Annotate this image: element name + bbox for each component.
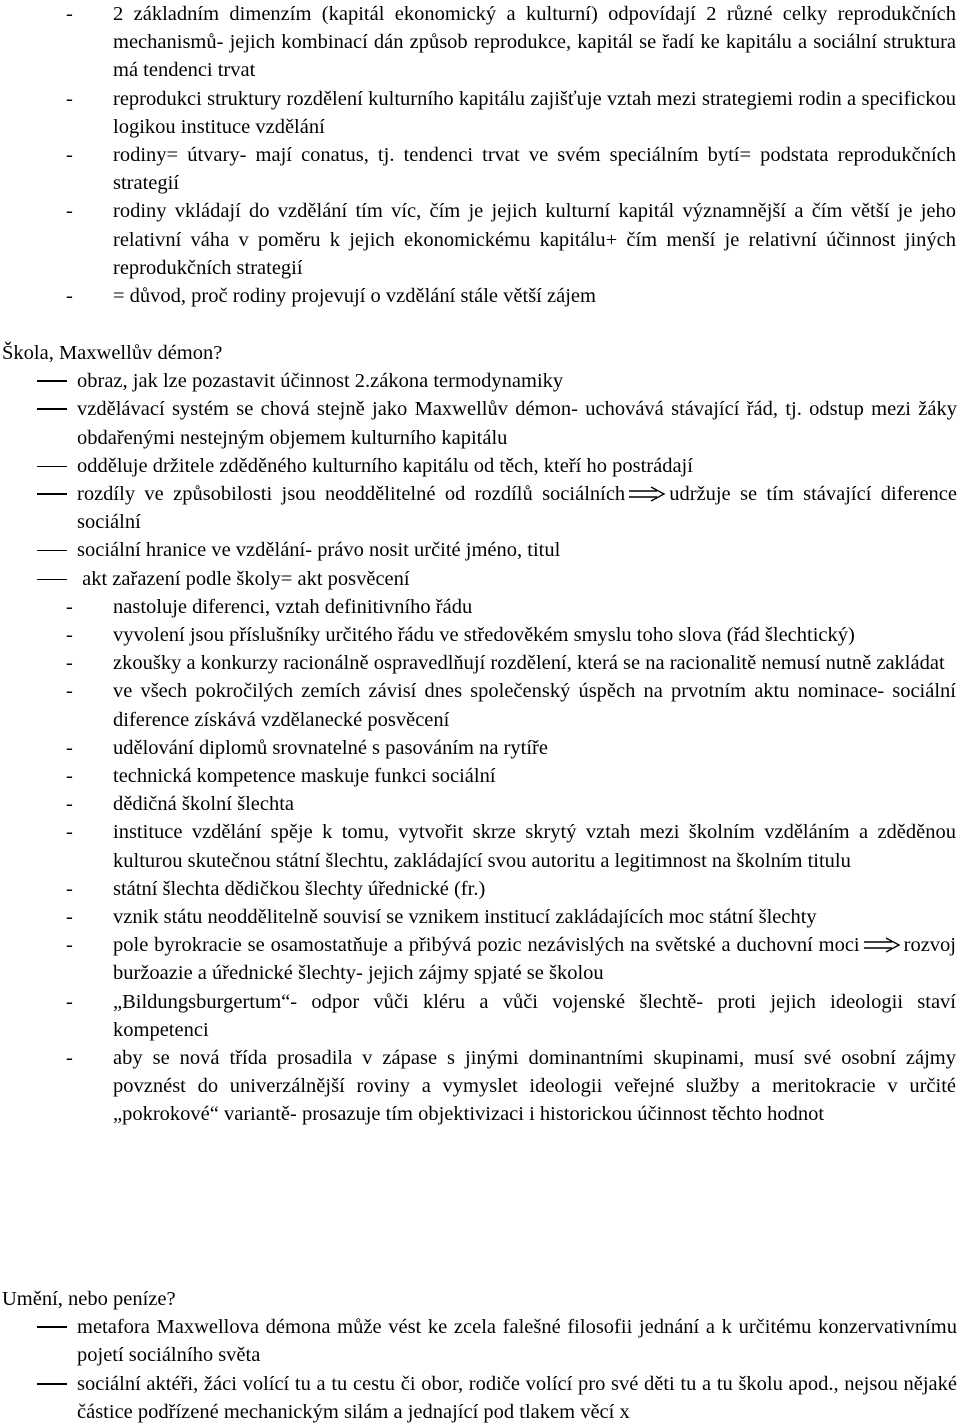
list-item: - = důvod, proč rodiny projevují o vzdělání stále větší zájem — [0, 282, 960, 310]
list-item: - 2 základním dimenzím (kapitál ekonomický a kulturní) odpovídají 2 různé celky reprodukčních mechanismů- jejich kombinací dán způsob reprodukce, kapitál se řadí ke kapitálu a sociální struktura má tendenci trvat — [0, 0, 960, 85]
list-item: rozdíly ve způsobilosti jsou neoddělitelné od rozdílů sociálních udržuje se tím stávající diference sociální — [0, 480, 960, 536]
list-item: - rodiny vkládají do vzdělání tím víc, čím je jejich kulturní kapitál významnější a čím větší je jeho relativní váha v poměru k jejich ekonomickému kapitálu+ čím menší je relativní účinnost jiných reprodukčních strategií — [0, 197, 960, 282]
dash-bullet: - — [66, 765, 73, 788]
list-item: sociální aktéři, žáci volící tu a tu cestu či obor, rodiče volící pro své děti tu a tu školu apod., nejsou nějaké částice podřízené mechanickým silám a jednající pod tlakem věcí x — [0, 1370, 960, 1426]
dash-bullet: - — [66, 3, 73, 25]
dash-bullet: - — [66, 821, 73, 844]
dash-bullet: - — [66, 877, 73, 900]
list-item: - instituce vzdělání spěje k tomu, vytvořit skrze skrytý vztah mezi školním vzděláním a zděděnou kulturou skutečnou státní šlechtu, zakládající svou autoritu a legitimnost na školním titulu — [0, 818, 960, 874]
line-bullet — [37, 493, 67, 495]
list-item: sociální hranice ve vzdělání- právo nosit určité jméno, titul — [0, 536, 960, 564]
section-reproduction — [0, 0, 960, 310]
line-bullet — [37, 380, 67, 382]
section-art-or-money — [0, 1285, 960, 1426]
dash-bullet: - — [66, 1047, 73, 1070]
list-item: vzdělávací systém se chová stejně jako Maxwellův démon- uchovává stávající řád, tj. odstup mezi žáky obdařenými nestejným objemem kulturního kapitálu — [0, 395, 960, 451]
dash-bullet: - — [66, 906, 73, 929]
section-heading: Umění, nebo peníze? — [2, 1288, 176, 1310]
list-item: - nastoluje diferenci, vztah definitivního řádu — [0, 593, 960, 621]
line-bullet — [37, 1383, 67, 1385]
list-item: metafora Maxwellova démona může vést ke zcela falešné filosofii jednání a k určitému konzervativnímu pojetí sociálního světa — [0, 1313, 960, 1369]
list-item: - dědičná školní šlechta — [0, 790, 960, 818]
line-bullet — [37, 579, 67, 580]
list-item: - udělování diplomů srovnatelné s pasováním na rytíře — [0, 734, 960, 762]
list-item: - zkoušky a konkurzy racionálně ospravedlňují rozdělení, která se na racionalitě nemusí nutně zakládat — [0, 649, 960, 677]
dash-bullet: - — [66, 595, 73, 618]
dash-bullet: - — [66, 736, 73, 759]
list-item: - vyvolení jsou příslušníky určitého řádu ve středověkém smyslu toho slova (řád šlechtický) — [0, 621, 960, 649]
list-item: obraz, jak lze pozastavit účinnost 2.zákona termodynamiky — [0, 367, 960, 395]
dash-bullet: - — [66, 990, 73, 1013]
list-item: - vznik státu neoddělitelně souvisí se vznikem institucí zakládajících moc státní šlechty — [0, 903, 960, 931]
section-heading: Škola, Maxwellův démon? — [2, 342, 223, 364]
dash-bullet: - — [66, 793, 73, 816]
list-item: - reprodukci struktury rozdělení kulturního kapitálu zajišťuje vztah mezi strategiemi rodin a specifickou logikou instituce vzdělání — [0, 85, 960, 141]
list-item: - technická kompetence maskuje funkci sociální — [0, 762, 960, 790]
dash-bullet: - — [66, 285, 73, 308]
list-item: - státní šlechta dědičkou šlechty úřednické (fr.) — [0, 875, 960, 903]
double-arrow-icon — [627, 486, 667, 502]
list-item: - pole byrokracie se osamostatňuje a přibývá pozic nezávislých na světské a duchovní moci rozvoj buržoazie a úřednické šlechty- jejich zájmy spjaté se školou — [0, 931, 960, 987]
dash-bullet: - — [66, 200, 73, 223]
line-bullet — [37, 466, 67, 467]
line-bullet — [37, 408, 67, 410]
list-item: - aby se nová třída prosadila v zápase s jinými dominantními skupinami, musí své osobní zájmy povznést do univerzálnější roviny a vymyslet ideologii veřejné služby a meritokracie v určité „pokrokové“ variantě- prosazuje tím objektivizaci i historickou účinnost těchto hodnot — [0, 1044, 960, 1129]
dash-bullet: - — [66, 144, 73, 167]
dash-bullet: - — [66, 934, 73, 957]
line-bullet — [37, 550, 67, 551]
dash-bullet: - — [66, 624, 73, 647]
list-item: odděluje držitele zděděného kulturního kapitálu od těch, kteří ho postrádají — [0, 452, 960, 480]
line-bullet — [37, 1326, 67, 1328]
list-item: - rodiny= útvary- mají conatus, tj. tendenci trvat ve svém speciálním bytí= podstata reprodukčních strategií — [0, 141, 960, 197]
section-maxwell-demon — [0, 339, 960, 1129]
dash-bullet: - — [66, 87, 73, 110]
list-item: akt zařazení podle školy= akt posvěcení — [0, 565, 960, 593]
dash-bullet: - — [66, 680, 73, 703]
dash-bullet: - — [66, 652, 73, 675]
list-item: - „Bildungsburgertum“- odpor vůči kléru a vůči vojenské šlechtě- proti jejich ideologii staví kompetenci — [0, 988, 960, 1044]
double-arrow-icon — [862, 937, 902, 953]
list-item: - ve všech pokročilých zemích závisí dnes společenský úspěch na prvotním aktu nominace- sociální diference získává vzdělanecké posvěcení — [0, 677, 960, 733]
